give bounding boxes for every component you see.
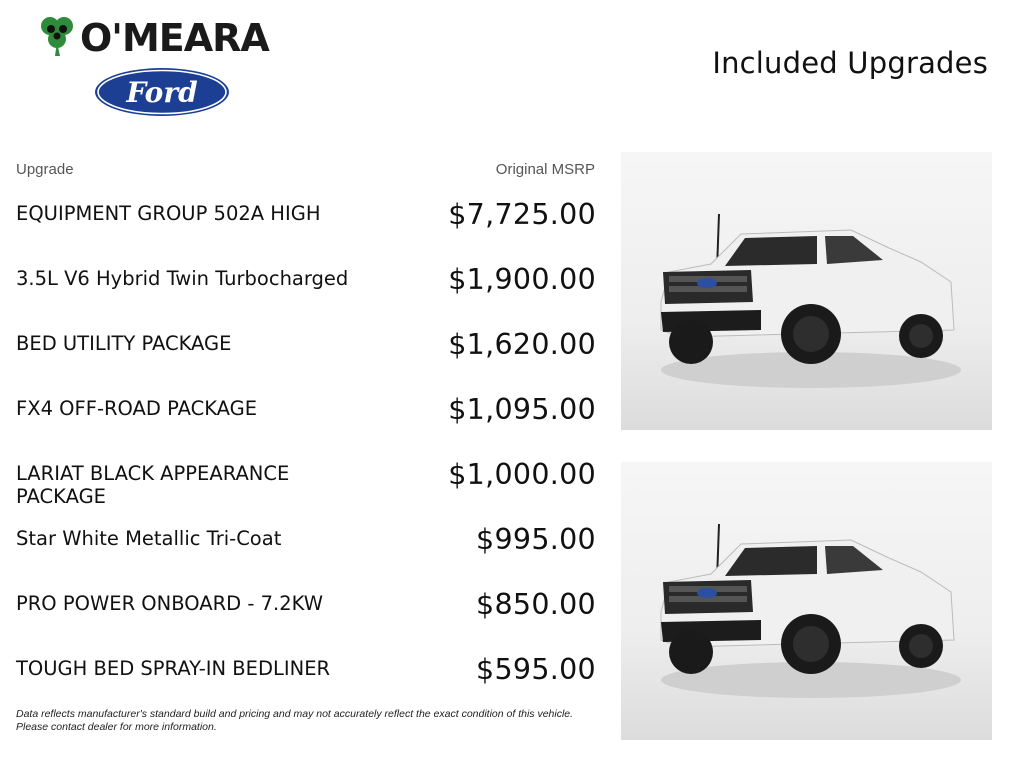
- upgrade-price: $1,900.00: [448, 263, 596, 296]
- upgrade-price: $7,725.00: [448, 198, 596, 231]
- upgrade-row: [16, 326, 596, 391]
- upgrade-list: [16, 196, 596, 716]
- ford-logo-text: Ford: [126, 76, 198, 109]
- upgrade-name: EQUIPMENT GROUP 502A HIGH: [16, 202, 321, 225]
- upgrade-name: LARIAT BLACK APPEARANCE PACKAGE: [16, 462, 290, 508]
- upgrade-price: $1,620.00: [448, 328, 596, 361]
- upgrade-row: [16, 196, 596, 261]
- upgrade-price: $595.00: [476, 653, 596, 686]
- dealer-logo-text: O'MEARA: [80, 16, 269, 58]
- upgrade-name: FX4 OFF-ROAD PACKAGE: [16, 397, 258, 420]
- upgrade-price: $850.00: [476, 588, 596, 621]
- disclaimer: [16, 708, 606, 733]
- upgrade-name: Star White Metallic Tri-Coat: [16, 527, 282, 550]
- upgrade-name: 3.5L V6 Hybrid Twin Turbocharged: [16, 267, 349, 290]
- upgrade-row: [16, 261, 596, 326]
- page-title: Included Upgrades: [712, 46, 988, 80]
- shamrock-icon: [41, 17, 73, 56]
- msrp-column-header: Original MSRP: [495, 161, 595, 178]
- disclaimer-line: Data reflects manufacturer's standard build and pricing and may not accurately reflect the exact condition of this vehicle.: [16, 708, 574, 720]
- disclaimer-line: Please contact dealer for more information.: [16, 720, 217, 733]
- upgrade-name: PRO POWER ONBOARD - 7.2KW: [16, 592, 324, 615]
- truck-photo-icon: [621, 462, 992, 740]
- upgrade-row: [16, 391, 596, 456]
- upgrade-name: TOUGH BED SPRAY-IN BEDLINER: [16, 657, 331, 680]
- truck-photo-icon: [621, 152, 992, 430]
- upgrade-name: BED UTILITY PACKAGE: [16, 332, 232, 355]
- upgrade-price: $1,000.00: [448, 458, 596, 491]
- upgrade-row: [16, 456, 596, 521]
- upgrade-row: [16, 586, 596, 651]
- upgrade-price: $1,095.00: [448, 393, 596, 426]
- ford-logo: [93, 66, 231, 118]
- upgrade-price: $995.00: [476, 523, 596, 556]
- upgrade-row: [16, 521, 596, 586]
- upgrade-column-header: Upgrade: [16, 161, 74, 178]
- upgrade-row: [16, 651, 596, 716]
- truck-photo: [621, 462, 992, 740]
- dealer-logo: [34, 12, 290, 58]
- truck-photo: [621, 152, 992, 430]
